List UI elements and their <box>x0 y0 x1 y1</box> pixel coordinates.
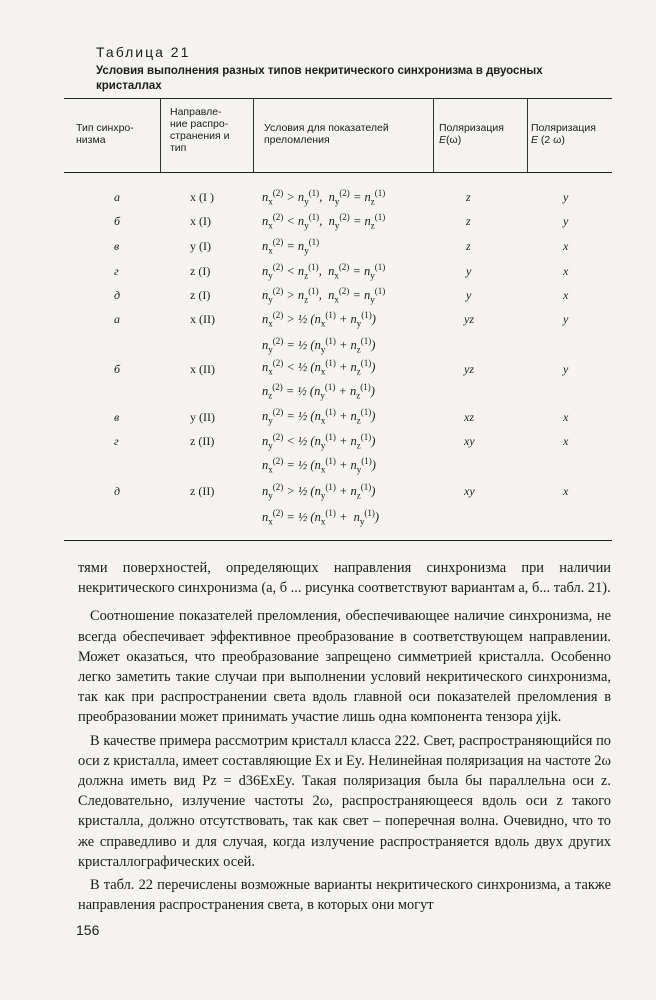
row-pol1: xy <box>464 434 475 448</box>
table-bottom-rule <box>64 540 612 541</box>
condition-formula: $n_y^{(2)} > n_z^{(1)}$, $n_x^{(2)} = n_y^{(1)}$ <box>262 286 386 305</box>
body-text <box>78 558 611 915</box>
condition-formula: $n_x^{(2)}$ < ½ $(n_x^{(1)} + n_z^{(1)})$ <box>262 358 376 377</box>
row-pol2: x <box>563 264 569 278</box>
row-direction: x (I) <box>190 214 211 228</box>
row-pol1: y <box>466 288 472 302</box>
table-top-rule <box>64 98 612 99</box>
row-pol2: y <box>563 190 569 204</box>
row-type: б <box>114 362 121 376</box>
row-type: в <box>114 239 120 253</box>
header-direction: Направле- ние распро- странения и тип <box>170 106 230 154</box>
condition-formula: $n_z^{(2)}$ = ½ $(n_y^{(1)} + n_z^{(1)})$ <box>262 382 375 401</box>
condition-formula: $n_x^{(2)} < n_y^{(1)}$, $n_y^{(2)} = n_z^{(1)}$ <box>262 212 386 231</box>
row-pol2: x <box>563 484 569 498</box>
row-pol2: y <box>563 214 569 228</box>
row-type: в <box>114 410 120 424</box>
row-pol1: z <box>466 190 471 204</box>
condition-formula: $n_x^{(2)}$ = ½ $(n_x^{(1)} + n_y^{(1)})$ <box>262 456 376 475</box>
header-pol-omega: Поляризация E(ω) <box>439 122 504 146</box>
condition-formula: $n_x^{(2)} > n_y^{(1)}$, $n_y^{(2)} = n_z^{(1)}$ <box>262 188 386 207</box>
paragraph: тями поверхностей, определяющих направления синхронизма при наличии некритического синхронизма (а, б ... рисунка соответствуют вариантам а, б... табл. 21). <box>78 560 611 597</box>
row-direction: z (II) <box>190 434 215 448</box>
row-type: д <box>114 484 121 498</box>
condition-formula: $n_y^{(2)}$ = ½ $(n_x^{(1)} + n_z^{(1)})$ <box>262 407 376 426</box>
row-pol1: z <box>466 214 471 228</box>
paragraph: В табл. 22 перечислены возможные варианты некритического синхронизма, а также направления распространения света, в которых они могут <box>78 877 611 914</box>
row-type: б <box>114 214 121 228</box>
row-type: г <box>114 264 119 278</box>
paragraph: Соотношение показателей преломления, обеспечивающее наличие синхронизма, не всегда обеспечивает эффективное преобразование в соответствующем направлении. Может оказаться, что преобразование запрещено симметрией кристалла. Особенно легко заметить такие случаи при выполнении условий некритического синхронизма, так как при распространении света вдоль главной оси показателей преломления в преобразовании может принимать участие лишь одна компонента тензора χijk. <box>78 608 611 726</box>
header-pol-2omega: Поляризация E (2 ω) <box>531 122 596 146</box>
row-direction: x (II) <box>190 312 215 326</box>
condition-formula: $n_x^{(2)} = n_y^{(1)}$ <box>262 237 320 256</box>
row-pol2: x <box>563 239 569 253</box>
row-type: а <box>114 312 120 326</box>
row-pol1: yz <box>464 312 474 326</box>
row-direction: z (I) <box>190 288 211 302</box>
row-type: д <box>114 288 121 302</box>
row-type: а <box>114 190 120 204</box>
table-caption: Условия выполнения разных типов некритического синхронизма в двуосных кристаллах <box>96 65 543 92</box>
row-type: г <box>114 434 119 448</box>
header-conditions: Условия для показателей преломления <box>264 122 389 146</box>
row-direction: x (I ) <box>190 190 214 204</box>
row-direction: y (II) <box>190 410 215 424</box>
row-pol1: y <box>466 264 472 278</box>
row-direction: z (II) <box>190 484 215 498</box>
row-pol1: xz <box>464 410 474 424</box>
table-label: Таблица 21 <box>96 44 191 60</box>
row-pol2: y <box>563 362 569 376</box>
row-pol1: yz <box>464 362 474 376</box>
row-pol1: xy <box>464 484 475 498</box>
condition-formula: $n_y^{(2)}$ > ½ $(n_y^{(1)} + n_z^{(1)})$ <box>262 482 376 501</box>
condition-formula: $n_y^{(2)} < n_z^{(1)}$, $n_x^{(2)} = n_y^{(1)}$ <box>262 262 386 281</box>
table-column-divider <box>160 98 161 172</box>
row-pol2: y <box>563 312 569 326</box>
row-direction: y (I) <box>190 239 211 253</box>
condition-formula: $n_x^{(2)}$ = ½ $(n_x^{(1)} + n_y^{(1)})$ <box>262 508 380 527</box>
condition-formula: $n_y^{(2)}$ = ½ $(n_y^{(1)} + n_z^{(1)})$ <box>262 336 376 355</box>
row-pol2: x <box>563 410 569 424</box>
row-pol2: x <box>563 434 569 448</box>
row-direction: x (II) <box>190 362 215 376</box>
condition-formula: $n_x^{(2)}$ > ½ $(n_x^{(1)} + n_y^{(1)})$ <box>262 310 376 329</box>
paragraph: В качестве примера рассмотрим кристалл класса 222. Свет, распространяющийся по оси z кристалла, имеет составляющие Ex и Ey. Нелинейная поляризация на частоте 2ω должна иметь вид Pz = d36ExEy. Такая поляризация была бы параллельна оси z. Следовательно, излучение частоты 2ω, распространяющееся вдоль оси z такого кристалла, должно отсутствовать, так как свет – поперечная волна. Очевидно, что то же справедливо и для случая, когда излучение распространяется вдоль двух других кристаллографических осей. <box>78 732 611 870</box>
page-number: 156 <box>76 922 100 938</box>
header-type: Тип синхро- низма <box>76 122 134 146</box>
table-header-rule <box>64 172 612 173</box>
row-direction: z (I) <box>190 264 211 278</box>
row-pol1: z <box>466 239 471 253</box>
condition-formula: $n_y^{(2)}$ < ½ $(n_y^{(1)} + n_z^{(1)})$ <box>262 432 376 451</box>
row-pol2: x <box>563 288 569 302</box>
